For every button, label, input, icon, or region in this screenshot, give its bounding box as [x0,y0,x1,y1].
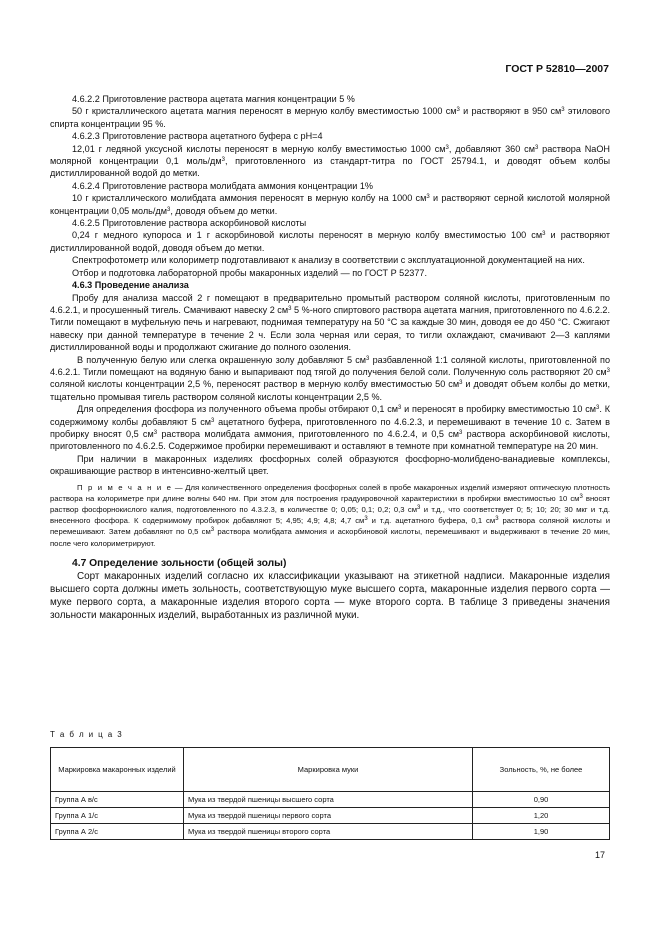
paragraph: 50 г кристаллического ацетата магния переносят в мерную колбу вместимостью 1000 $см^3$ и растворяют в 950 $см^3$ этилового спирта концентрации 95 %. [50,106,611,129]
note: П р и м е ч а н и е — Для количественного определения фосфорных солей в пробе макаронных изделий измеряют оптическую плотность раствора на колориметре при длине волны 640 нм. При этом для построения градуировочной характеристики в пробирки вместимостью 10 $см^3$ вносят раствор фосфорнокислого калия, подготовленного по 4.3.2.3, в количестве 0; 0,05; 0,1; 0,2; 0,3 $см^3$ и т.д., что соответствует 0; 5; 10; 20; 30 мкг и т.д. внесенного фосфора. К содержимому пробирок добавляют 5; 4,95; 4,9; 4,8; 4,7 $см^3$ и т.д. ацетатного буфера, 0,1 $см^3$ раствора соляной кислоты и перемешивают. Затем добавляют по 0,5 $см^3$ раствора молибдата аммония и аскорбиновой кислоты, перемешивают и выдерживают в течение 20 мин, после чего колориметрируют. [50,482,611,548]
column-header: Маркировка муки [184,748,473,792]
section-heading-4-7: 4.7 Определение зольности (общей золы) [72,557,287,569]
column-header: Маркировка макаронных изделий [51,748,184,792]
column-header: Зольность, %, не более [473,748,610,792]
document-body [50,93,610,622]
page-number: 17 [594,850,605,860]
table-cell: Группа А 1/с [51,808,184,824]
table-cell: Мука из твердой пшеницы первого сорта [184,808,473,824]
subsection-heading: 4.6.2.2 Приготовление раствора ацетата магния концентрации 5 % [72,94,355,104]
table-row [51,792,610,808]
subsection-heading: 4.6.2.5 Приготовление раствора аскорбиновой кислоты [72,218,307,229]
document-code: ГОСТ Р 52810—2007 [505,63,609,75]
ash-content-table [50,747,610,840]
table-cell: 1,90 [473,824,610,840]
paragraph: 10 г кристаллического молибдата аммония переносят в мерную колбу на 1000 $см^3$ и растворяют серной кислотой молярной концентрации 0,05 моль/$дм^3$, доводя объем до метки. [50,193,610,216]
table-cell: Группа А 2/с [51,824,184,840]
table-row [51,824,610,840]
table-cell: Группа А в/с [51,792,184,808]
table-cell: Мука из твердой пшеницы второго сорта [184,824,473,840]
paragraph: При наличии в макаронных изделиях фосфорных солей образуются фосфорно-молибдено-ванадиевые комплексы, окрашивающие раствор в интенсивно-желтый цвет. [50,453,610,477]
section-heading-4-6-3: 4.6.3 Проведение анализа [72,280,189,291]
subsection-heading: 4.6.2.4 Приготовление раствора молибдата аммония концентрации 1% [72,180,373,191]
paragraph: В полученную белую или слегка окрашенную золу добавляют 5 $см^3$ разбавленной 1:1 соляной кислоты, приготовленной по 4.6.2.1. Тигли помещают на водяную баню и выпаривают под тягой до получения белой соли. Полученную соль растворяют 20 $см^3$ соляной кислоты концентрации 2,5 %, переносят раствор в мерную колбу вместимостью 50 $см^3$ и доводят объем колбы до метки, тщательно промывая тигель раствором соляной кислоты концентрации 2,5 %. [50,354,611,402]
table-header-row [51,748,610,792]
paragraph: Сорт макаронных изделий согласно их классификации указывают на этикетной надписи. Макаронные изделия высшего сорта должны иметь зольность, соответствующую муке высшего сорта, макаронные изделия первого сорта — муке первого сорта, а макаронные изделия второго сорта — муке второго сорта. В таблице 3 приведены значения зольности макаронных изделий, выработанных из различной муки. [50,570,610,621]
table-caption: Т а б л и ц а 3 [50,730,124,739]
paragraph: Для определения фосфора из полученного объема пробы отбирают 0,1 $см^3$ и переносят в пробирку вместимостью 10 $см^3$. К содержимому колбы добавляют 5 $см^3$ ацетатного буфера, приготовленного по 4.6.2.3, и перемешивают в течение 10 с. Затем в пробирку вносят 0,5 $см^3$ раствора молибдата аммония, приготовленного по 4.6.2.4, и 0,5 $см^3$ раствора аскорбиновой кислоты, приготовленного по 4.6.2.5. Содержимое пробирки перемешивают и оставляют в темноте при комнатной температуре на 20 мин. [50,404,610,452]
table-row [51,808,610,824]
paragraph: 12,01 г ледяной уксусной кислоты переносят в мерную колбу вместимостью 1000 $см^3$, добавляют 360 $см^3$ раствора NaOH молярной концентрации 0,1 моль/$дм^3$, приготовленного из стандарт-титра по ГОСТ 25794.1, и доводят объем колбы дистиллированной водой до метки. [50,143,610,179]
subsection-heading: 4.6.2.3 Приготовление раствора ацетатного буфера с pH=4 [72,131,323,142]
table-cell: 0,90 [473,792,610,808]
paragraph: Спектрофотометр или колориметр подготавливают к анализу в соответствии с эксплуатационной документацией на них. [72,255,585,266]
paragraph: Отбор и подготовка лабораторной пробы макаронных изделий — по ГОСТ Р 52377. [72,267,427,278]
paragraph: 0,24 г медного купороса и 1 г аскорбиновой кислоты переносят в мерную колбу вместимостью 100 $см^3$ и растворяют дистиллированной водой, доводя объем до метки. [50,230,610,253]
table-cell: 1,20 [473,808,610,824]
table-cell: Мука из твердой пшеницы высшего сорта [184,792,473,808]
paragraph: Пробу для анализа массой 2 г помещают в предварительно промытый раствором соляной кислоты, приготовленным по 4.6.2.1, и просушенный тигель. Смачивают навеску 2 $см^3$ 5 %-ного спиртового раствора ацетата магния, приготовленного по 4.6.2.2. Тигли помещают в муфельную печь и нагревают, поднимая температуру на 50 °С за каждые 30 мин, доводя ее до 450 °С. Сжигают навеску при данной температуре в течение 2 ч. Если зола черная или серая, то тигли охлаждают, смачивают 2—3 каплями дистиллированной воды и продолжают сжигание до полного озоления. [50,292,610,353]
